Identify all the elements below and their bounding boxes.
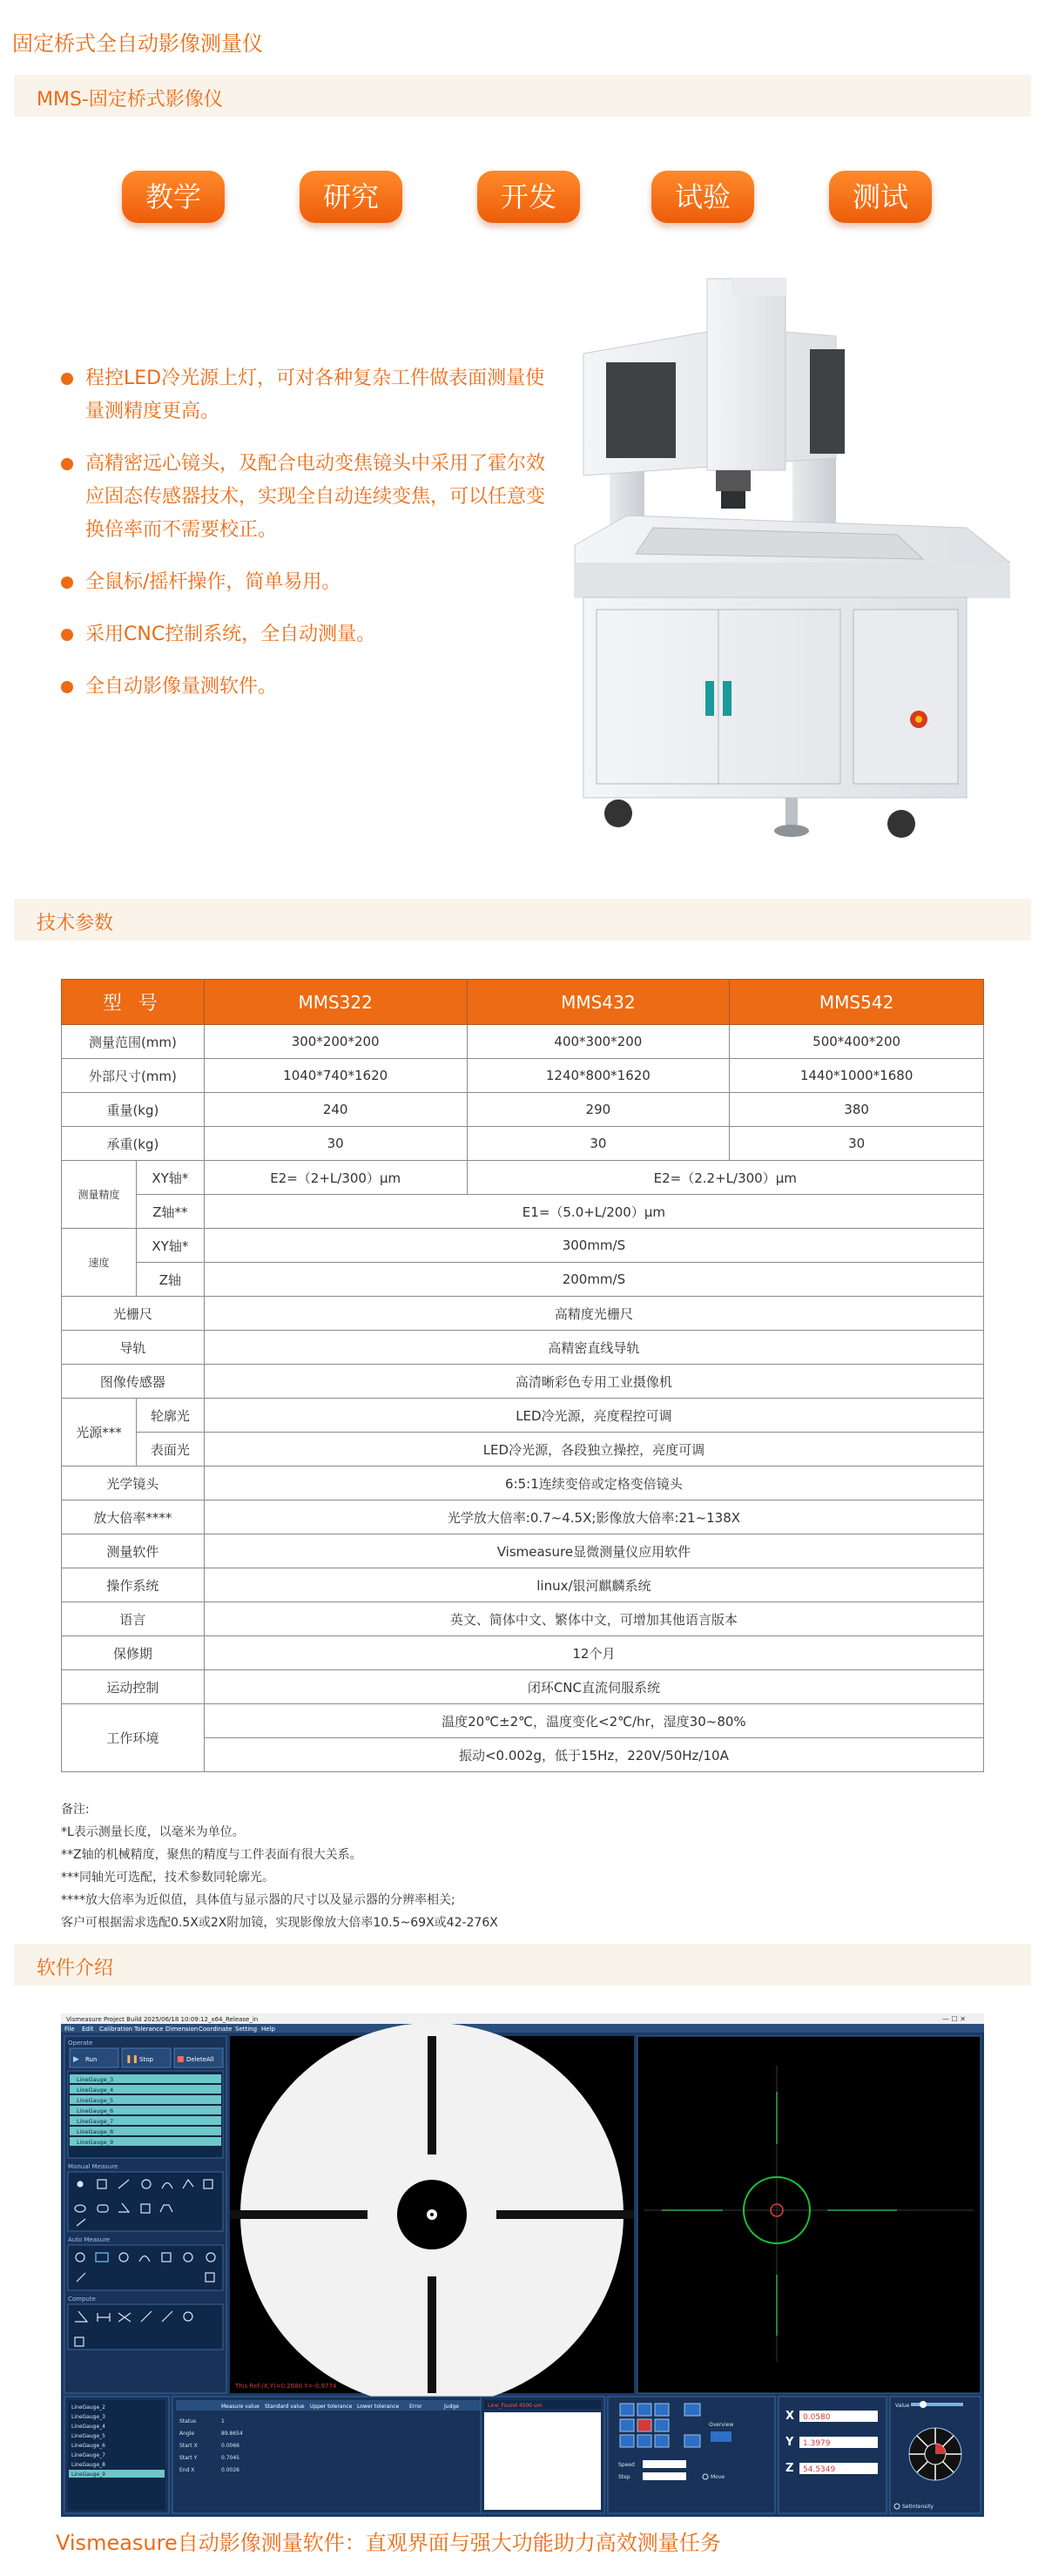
intensity-slider[interactable] bbox=[911, 2403, 963, 2406]
cell: LED冷光源，亮度程控可调 bbox=[204, 1399, 983, 1433]
auto-measure-label: Auto Measure bbox=[68, 2236, 111, 2243]
cell: 300mm/S bbox=[204, 1229, 983, 1263]
header-mms322: MMS322 bbox=[204, 980, 467, 1025]
sub-label: Z轴 bbox=[136, 1263, 204, 1297]
section-header-software bbox=[14, 1944, 1031, 1986]
row-label: 图像传感器 bbox=[62, 1365, 205, 1399]
group-label: 速度 bbox=[62, 1229, 137, 1297]
cell: 30 bbox=[467, 1127, 730, 1161]
jog-down-right-button[interactable] bbox=[655, 2435, 669, 2447]
cell: 290 bbox=[467, 1093, 730, 1127]
table-cell: 0.0026 bbox=[221, 2467, 239, 2473]
cell: 200mm/S bbox=[204, 1263, 983, 1297]
row-label: 承重(kg) bbox=[62, 1127, 205, 1161]
note-line: **Z轴的机械精度，聚焦的精度与工件表面有很大关系。 bbox=[61, 1848, 362, 1862]
table-row bbox=[62, 1467, 984, 1500]
cell: 英文、简体中文、繁体中文，可增加其他语言版本 bbox=[204, 1602, 983, 1636]
table-cell: 1 bbox=[221, 2418, 225, 2424]
machine-illustration bbox=[557, 266, 1010, 859]
z-up-button[interactable] bbox=[684, 2404, 700, 2416]
gauge-list[interactable] bbox=[70, 2074, 221, 2146]
cell: 12个月 bbox=[204, 1636, 983, 1670]
jog-up-button[interactable] bbox=[637, 2404, 651, 2416]
table-row bbox=[62, 1059, 984, 1093]
set-intensity-label: SetIntensity bbox=[902, 2504, 934, 2510]
row-label: 光学镜头 bbox=[62, 1467, 205, 1500]
note-line: ***同轴光可选配，技术参数同轮廓光。 bbox=[61, 1871, 274, 1885]
z-coordinate: 54.5349 bbox=[803, 2465, 836, 2474]
cell: 500*400*200 bbox=[730, 1025, 984, 1059]
window-controls[interactable]: — ☐ ✕ bbox=[942, 2015, 966, 2023]
speed-select[interactable] bbox=[643, 2460, 686, 2468]
table-row bbox=[62, 1297, 984, 1331]
note-line: *L表示测量长度，以毫米为单位。 bbox=[61, 1825, 245, 1839]
cell: 温度20℃±2℃，温度变化<2℃/hr，湿度30~80% bbox=[204, 1704, 983, 1738]
table-cell: End X bbox=[179, 2467, 195, 2473]
feature-item: 全鼠标/摇杆操作，简单易用。 bbox=[61, 566, 557, 599]
table-row bbox=[62, 1195, 984, 1229]
table-row bbox=[62, 1263, 984, 1297]
cell: linux/银河麒麟系统 bbox=[204, 1568, 983, 1602]
list-item[interactable]: LineGauge_3 bbox=[71, 2414, 105, 2420]
col-header: Judge bbox=[444, 2404, 459, 2410]
cell: LED冷光源，各段独立操控，亮度可调 bbox=[204, 1433, 983, 1467]
cell: 30 bbox=[204, 1127, 467, 1161]
page-title: 固定桥式全自动影像测量仪 bbox=[12, 31, 263, 56]
cell: 6:5:1连续变倍或定格变倍镜头 bbox=[204, 1467, 983, 1500]
sub-label: 轮廓光 bbox=[136, 1399, 204, 1433]
table-cell: Angle bbox=[179, 2431, 195, 2437]
sub-label: XY轴* bbox=[136, 1229, 204, 1263]
table-row bbox=[62, 1636, 984, 1670]
overview-label: Overview bbox=[709, 2422, 734, 2428]
table-cell: Start X bbox=[179, 2443, 198, 2449]
row-label: 工作环境 bbox=[62, 1704, 205, 1772]
note-line: 客户可根据需求选配0.5X或2X附加镜，实现影像放大倍率10.5~69X或42-276X bbox=[61, 1916, 498, 1930]
list-item[interactable]: LineGauge_7 bbox=[77, 2118, 114, 2125]
image-footer-text: This Ref:(X,Y)=0.2680 Y=-0.9774 bbox=[235, 2383, 337, 2390]
table-header-row bbox=[62, 980, 984, 1025]
x-axis-label: X bbox=[785, 2410, 795, 2423]
cell: 30 bbox=[730, 1127, 984, 1161]
notes bbox=[61, 1798, 498, 1934]
move-label: Move bbox=[711, 2474, 725, 2480]
table-row bbox=[62, 1399, 984, 1433]
row-label: 运动控制 bbox=[62, 1670, 205, 1704]
x-coordinate: 0.0580 bbox=[803, 2413, 831, 2422]
spec-table bbox=[61, 979, 984, 1772]
cell: 闭环CNC直流伺服系统 bbox=[204, 1670, 983, 1704]
jog-up-left-button[interactable] bbox=[620, 2404, 634, 2416]
overview-button[interactable] bbox=[711, 2431, 732, 2442]
feature-item: 程控LED冷光源上灯，可对各种复杂工件做表面测量使量测精度更高。 bbox=[61, 362, 557, 428]
table-row bbox=[62, 1568, 984, 1602]
delete-icon: ■ bbox=[177, 2055, 185, 2064]
cell: 400*300*200 bbox=[467, 1025, 730, 1059]
panel-operate-label: Operate bbox=[68, 2040, 93, 2047]
cell: 高清晰彩色专用工业摄像机 bbox=[204, 1365, 983, 1399]
list-item[interactable]: LineGauge_8 bbox=[77, 2128, 114, 2135]
row-label: 保修期 bbox=[62, 1636, 205, 1670]
cell: 240 bbox=[204, 1093, 467, 1127]
row-label: 测量范围(mm) bbox=[62, 1025, 205, 1059]
section-header-specs bbox=[14, 899, 1031, 941]
application-tags bbox=[0, 171, 1045, 230]
window-title: Vismeasure Project Build 2025/06/18 10:09:12_x64_Release_in bbox=[66, 2016, 259, 2023]
menu-tolerance[interactable]: Tolerance bbox=[134, 2026, 164, 2033]
list-item[interactable]: LineGauge_6 bbox=[71, 2443, 105, 2449]
compute-label: Compute bbox=[68, 2296, 96, 2303]
cell: 1240*800*1620 bbox=[467, 1059, 730, 1093]
table-cell: 0.7045 bbox=[221, 2455, 239, 2461]
speed-label: Speed bbox=[618, 2462, 635, 2468]
col-header: Standard value bbox=[265, 2404, 305, 2410]
header-mms432: MMS432 bbox=[467, 980, 730, 1025]
y-axis-label: Y bbox=[785, 2436, 794, 2449]
row-label: 操作系统 bbox=[62, 1568, 205, 1602]
group-label: 光源*** bbox=[62, 1399, 137, 1467]
section-title: 软件介绍 bbox=[37, 1958, 114, 1979]
section-title: MMS-固定桥式影像仪 bbox=[37, 89, 223, 111]
cell: E1=（5.0+L/200）μm bbox=[204, 1195, 983, 1229]
list-item[interactable]: LineGauge_8 bbox=[71, 2462, 105, 2468]
z-down-button[interactable] bbox=[684, 2435, 700, 2447]
cell: 1440*1000*1680 bbox=[730, 1059, 984, 1093]
menu-file[interactable]: File bbox=[64, 2026, 75, 2033]
cell: 1040*740*1620 bbox=[204, 1059, 467, 1093]
menu-calibration[interactable]: Calibration bbox=[99, 2026, 133, 2033]
software-caption: Vismeasure自动影像测量软件：直观界面与强大功能助力高效测量任务 bbox=[56, 2531, 721, 2555]
jog-up-right-button[interactable] bbox=[655, 2404, 669, 2416]
tag-testing: 测试 bbox=[829, 171, 932, 223]
jog-right-button[interactable] bbox=[655, 2419, 669, 2431]
list-item[interactable]: LineGauge_5 bbox=[77, 2097, 114, 2104]
stop-label: Stop bbox=[139, 2056, 153, 2063]
software-screenshot bbox=[61, 2013, 984, 2517]
cell: 380 bbox=[730, 1093, 984, 1127]
cell: 300*200*200 bbox=[204, 1025, 467, 1059]
sub-label: 表面光 bbox=[136, 1433, 204, 1467]
note-line: 备注: bbox=[61, 1803, 90, 1817]
list-item[interactable]: LineGauge_3 bbox=[77, 2076, 114, 2083]
z-axis-label: Z bbox=[785, 2462, 794, 2475]
row-label: 导轨 bbox=[62, 1331, 205, 1365]
row-label: 光栅尺 bbox=[62, 1297, 205, 1331]
table-row bbox=[62, 1127, 984, 1161]
table-row bbox=[62, 1161, 984, 1195]
row-label: 语言 bbox=[62, 1602, 205, 1636]
table-row bbox=[62, 1025, 984, 1059]
tag-teaching: 教学 bbox=[122, 171, 225, 223]
feature-item: 高精密远心镜头，及配合电动变焦镜头中采用了霍尔效应固态传感器技术，实现全自动连续变焦，可以任意变换倍率而不需要校正。 bbox=[61, 448, 557, 547]
list-item[interactable]: LineGauge_9 bbox=[77, 2139, 114, 2146]
group-label: 测量精度 bbox=[62, 1161, 137, 1229]
cell: 高精密直线导轨 bbox=[204, 1331, 983, 1365]
feature-item: 全自动影像量测软件。 bbox=[61, 671, 557, 704]
cell: 振动<0.002g，低于15Hz，220V/50Hz/10A bbox=[204, 1738, 983, 1772]
jog-down-button[interactable] bbox=[637, 2435, 651, 2447]
cell: 光学放大倍率:0.7~4.5X;影像放大倍率:21~138X bbox=[204, 1500, 983, 1534]
play-icon: ▶ bbox=[73, 2055, 79, 2064]
step-select[interactable] bbox=[643, 2472, 686, 2480]
tag-development: 开发 bbox=[477, 171, 580, 223]
menu-setting[interactable]: Setting bbox=[235, 2026, 258, 2033]
tag-experiment: 试验 bbox=[651, 171, 754, 223]
note-line: ****放大倍率为近似值，具体值与显示器的尺寸以及显示器的分辨率相关; bbox=[61, 1893, 455, 1907]
table-cell: Start Y bbox=[179, 2455, 198, 2461]
value-label: Value bbox=[895, 2403, 910, 2409]
list-item[interactable]: LineGauge_7 bbox=[71, 2452, 105, 2458]
row-label: 重量(kg) bbox=[62, 1093, 205, 1127]
sub-label: Z轴** bbox=[136, 1195, 204, 1229]
table-row bbox=[62, 1534, 984, 1568]
list-item[interactable]: LineGauge_5 bbox=[71, 2433, 105, 2439]
manual-measure-label: Manual Measure bbox=[68, 2163, 118, 2170]
list-item[interactable]: LineGauge_6 bbox=[77, 2107, 114, 2114]
table-row bbox=[62, 1500, 984, 1534]
cell: Vismeasure显微测量仪应用软件 bbox=[204, 1534, 983, 1568]
table-row bbox=[62, 1670, 984, 1704]
cell: E2=（2.2+L/300）μm bbox=[467, 1161, 983, 1195]
point-tool-icon[interactable] bbox=[78, 2182, 83, 2187]
header-mms542: MMS542 bbox=[730, 980, 984, 1025]
col-header: Measure value bbox=[221, 2404, 260, 2410]
table-row bbox=[62, 1433, 984, 1467]
col-header: Error bbox=[409, 2404, 422, 2410]
list-item[interactable]: LineGauge_2 bbox=[71, 2404, 105, 2411]
row-label: 测量软件 bbox=[62, 1534, 205, 1568]
row-label: 放大倍率**** bbox=[62, 1500, 205, 1534]
cell: 高精度光栅尺 bbox=[204, 1297, 983, 1331]
feature-item: 采用CNC控制系统，全自动测量。 bbox=[61, 618, 557, 651]
jog-down-left-button[interactable] bbox=[620, 2435, 634, 2447]
table-cell: 89.8654 bbox=[221, 2431, 243, 2437]
jog-home-button[interactable] bbox=[637, 2419, 651, 2431]
run-label: Run bbox=[85, 2056, 98, 2063]
row-label: 外部尺寸(mm) bbox=[62, 1059, 205, 1093]
section-header-mms bbox=[14, 75, 1031, 117]
status-text: Line_Found 4500 um bbox=[488, 2403, 543, 2409]
header-model: 型 号 bbox=[62, 980, 205, 1025]
table-cell: 0.0066 bbox=[221, 2443, 239, 2449]
step-label: Step bbox=[618, 2474, 630, 2480]
feature-list bbox=[61, 362, 557, 723]
tag-research: 研究 bbox=[300, 171, 402, 223]
table-row bbox=[62, 1229, 984, 1263]
table-cell: Status bbox=[179, 2418, 197, 2424]
col-header: Upper tolerance bbox=[310, 2404, 353, 2410]
table-row bbox=[62, 1602, 984, 1636]
delete-all-label: DeleteAll bbox=[186, 2056, 214, 2063]
section-title: 技术参数 bbox=[37, 913, 114, 934]
menu-dimension[interactable]: Dimension bbox=[165, 2026, 199, 2033]
pause-icon: ❚❚ bbox=[125, 2055, 139, 2064]
table-row bbox=[62, 1331, 984, 1365]
jog-left-button[interactable] bbox=[620, 2419, 634, 2431]
menu-help[interactable]: Help bbox=[261, 2026, 275, 2033]
sub-label: XY轴* bbox=[136, 1161, 204, 1195]
table-row bbox=[62, 1704, 984, 1738]
cell: E2=（2+L/300）μm bbox=[204, 1161, 467, 1195]
menu-edit[interactable]: Edit bbox=[82, 2026, 94, 2033]
table-row bbox=[62, 1365, 984, 1399]
intensity-slider-thumb[interactable] bbox=[920, 2401, 927, 2408]
col-header: Lower tolerance bbox=[357, 2404, 400, 2410]
list-item[interactable]: LineGauge_4 bbox=[71, 2424, 105, 2430]
list-item[interactable]: LineGauge_9 bbox=[71, 2471, 105, 2478]
menu-coordinate[interactable]: Coordinate bbox=[199, 2026, 233, 2033]
table-row bbox=[62, 1093, 984, 1127]
y-coordinate: 1.3979 bbox=[803, 2439, 831, 2448]
list-item[interactable]: LineGauge_4 bbox=[77, 2087, 114, 2094]
